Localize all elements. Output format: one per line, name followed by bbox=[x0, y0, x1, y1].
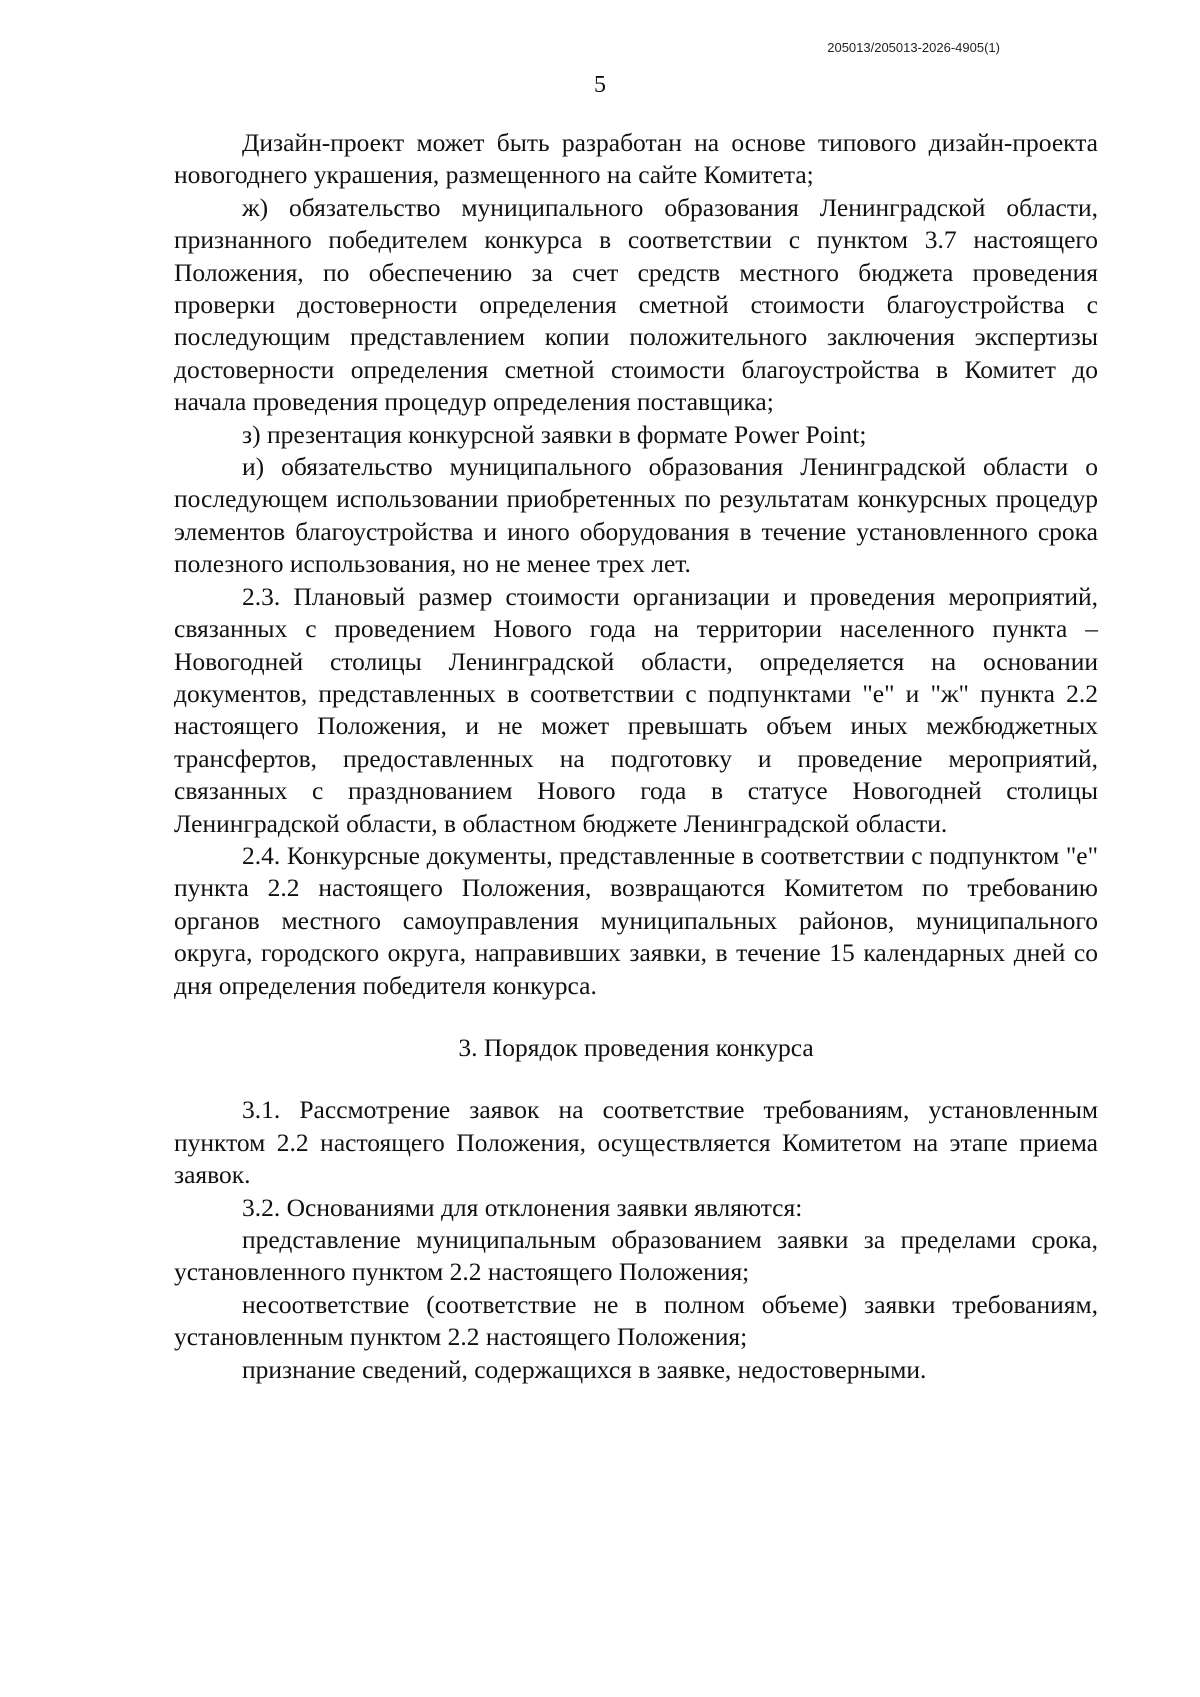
paragraph: ж) обязательство муниципального образования Ленинградской области, признанного победителем конкурса в соответствии с пунктом 3.7 настоящего Положения, по обеспечению за счет средств местного бюджета проведения проверки достоверности определения сметной стоимости благоустройства с последующим представлением копии положительного заключения экспертизы достоверности определения сметной стоимости благоустройства в Комитет до начала проведения процедур определения поставщика; bbox=[174, 192, 1098, 417]
paragraph: з) презентация конкурсной заявки в формате Power Point; bbox=[242, 419, 867, 449]
paragraph: и) обязательство муниципального образования Ленинградской области о последующем использовании приобретенных по результатам конкурсных процедур элементов благоустройства и иного оборудования в течение установленного срока полезного использования, но не менее трех лет. bbox=[174, 452, 1098, 579]
document-id: 205013/205013-2026-4905(1) bbox=[827, 40, 1000, 55]
paragraph: 2.3. Плановый размер стоимости организации и проведения мероприятий, связанных с проведением Нового года на территории населенного пункта – Новогодней столицы Ленинградской области, определяется на основании документов, представленных в соответствии с подпунктами "е" и "ж" пункта 2.2 настоящего Положения, и не может превышать объем иных межбюджетных трансфертов, предоставленных на подготовку и проведение мероприятий, связанных с празднованием Нового года в статусе Новогодней столицы Ленинградской области, в областном бюджете Ленинградской области. bbox=[174, 581, 1098, 838]
paragraph: Дизайн-проект может быть разработан на основе типового дизайн-проекта новогоднего украшения, размещенного на сайте Комитета; bbox=[174, 128, 1098, 190]
paragraph: признание сведений, содержащихся в заявке, недостоверными. bbox=[242, 1354, 927, 1384]
paragraph: 2.4. Конкурсные документы, представленные в соответствии с подпунктом "е" пункта 2.2 настоящего Положения, возвращаются Комитетом по требованию органов местного самоуправления муниципальных районов, муниципального округа, городского округа, направивших заявки, в течение 15 календарных дней со дня определения победителя конкурса. bbox=[174, 840, 1098, 1000]
paragraph: 3.2. Основаниями для отклонения заявки являются: bbox=[242, 1192, 803, 1222]
paragraph: 3.1. Рассмотрение заявок на соответствие требованиям, установленным пунктом 2.2 настоящего Положения, осуществляется Комитетом на этапе приема заявок. bbox=[174, 1095, 1098, 1190]
paragraph: несоответствие (соответствие не в полном объеме) заявки требованиям, установленным пунктом 2.2 настоящего Положения; bbox=[174, 1289, 1098, 1352]
paragraph: представление муниципальным образованием заявки за пределами срока, установленного пунктом 2.2 настоящего Положения; bbox=[174, 1225, 1098, 1287]
document-body bbox=[174, 127, 1098, 1386]
page-number: 5 bbox=[594, 72, 606, 98]
section-heading: 3. Порядок проведения конкурса bbox=[458, 1032, 814, 1062]
